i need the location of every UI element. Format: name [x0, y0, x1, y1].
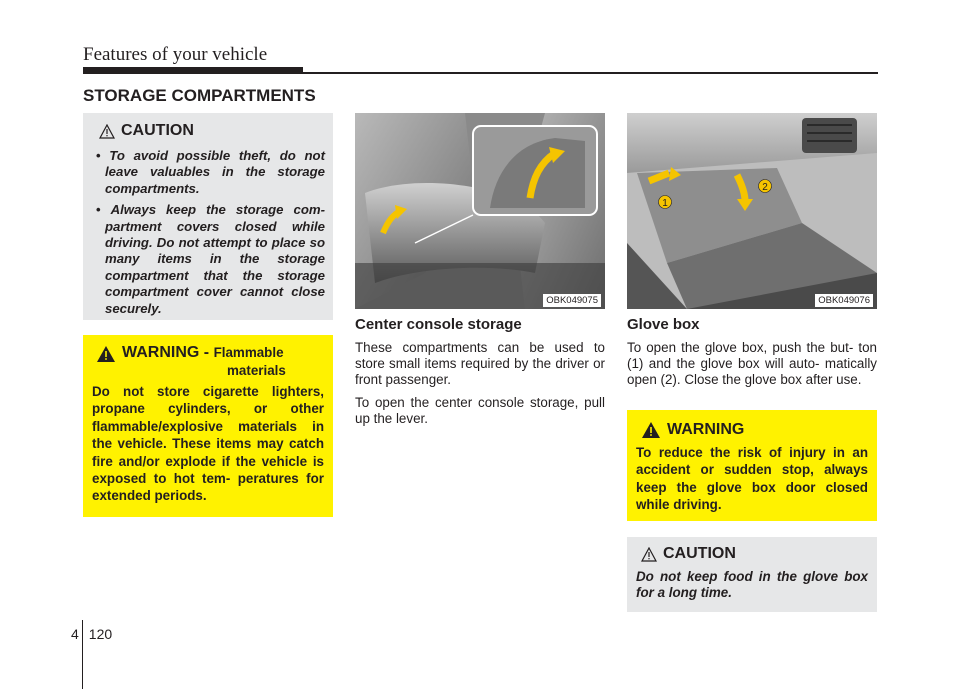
- warning-triangle-icon: [641, 421, 661, 439]
- glovebox-body: [627, 340, 877, 395]
- warning-title: WARNING -: [122, 344, 210, 361]
- chapter-number: 4: [71, 626, 79, 642]
- console-paragraph: These compartments can be used to store small items required by the driver or front passenger.: [355, 340, 605, 388]
- glovebox-heading: Glove box: [627, 316, 700, 333]
- center-console-illustration: [355, 113, 605, 309]
- warning-title-sub: Flammable: [213, 345, 284, 360]
- caution-heading: [92, 122, 325, 140]
- marker-1: 1: [662, 198, 668, 209]
- warning-text: Do not store cigarette lighters, propane cylinders, or other flammable/explosive materials in the vehicle. These items may catch fire and/or explode if the vehicle is exposed to hot tem- peratures for extended periods.: [92, 384, 324, 504]
- caution-box-left: [83, 113, 333, 320]
- warning-box-left: [83, 335, 333, 517]
- page-number: [71, 626, 112, 642]
- caution-title: CAUTION: [121, 122, 194, 139]
- warning-title-sub: materials: [227, 363, 286, 378]
- warning-triangle-icon: [96, 345, 116, 363]
- running-header: Features of your vehicle: [83, 44, 268, 65]
- caution-item: • Always keep the storage com- partment covers closed while driving. Do not attempt to place so many items in the storage compartment that the storage compartment cover cannot close securely.: [92, 202, 325, 317]
- glove-box-photo: [627, 113, 877, 309]
- caution-triangle-icon: [641, 547, 657, 562]
- console-body: [355, 340, 605, 433]
- caution-text: Do not keep food in the glove box for a long time.: [636, 569, 868, 601]
- caution-triangle-icon: [99, 124, 115, 139]
- warning-title: WARNING: [667, 421, 745, 438]
- warning-heading: [636, 421, 868, 439]
- glovebox-paragraph: To open the glove box, push the but- ton (1) and the glove box will auto- matically open (2). Close the glove box after use.: [627, 340, 877, 388]
- caution-box-right: [627, 537, 877, 612]
- page-number-value: 120: [88, 626, 113, 642]
- warning-heading: [92, 344, 324, 380]
- warning-box-right: [627, 410, 877, 521]
- section-title: STORAGE COMPARTMENTS: [83, 86, 316, 105]
- warning-title-block: [122, 344, 286, 380]
- console-paragraph: To open the center console storage, pull up the lever.: [355, 394, 605, 426]
- console-heading: Center console storage: [355, 316, 522, 333]
- center-console-photo: [355, 113, 605, 309]
- caution-heading: [636, 545, 868, 563]
- caution-list: [92, 148, 325, 317]
- warning-text: To reduce the risk of injury in an accident or sudden stop, always keep the glove box door closed while driving.: [636, 445, 868, 513]
- glove-box-illustration: [627, 113, 877, 309]
- caution-item: • To avoid possible theft, do not leave valuables in the storage compartments.: [92, 148, 325, 197]
- photo-code: OBK049076: [815, 294, 873, 307]
- photo-code: OBK049075: [543, 294, 601, 307]
- header-rule: [83, 72, 878, 74]
- marker-2: 2: [762, 182, 768, 193]
- caution-title: CAUTION: [663, 545, 736, 562]
